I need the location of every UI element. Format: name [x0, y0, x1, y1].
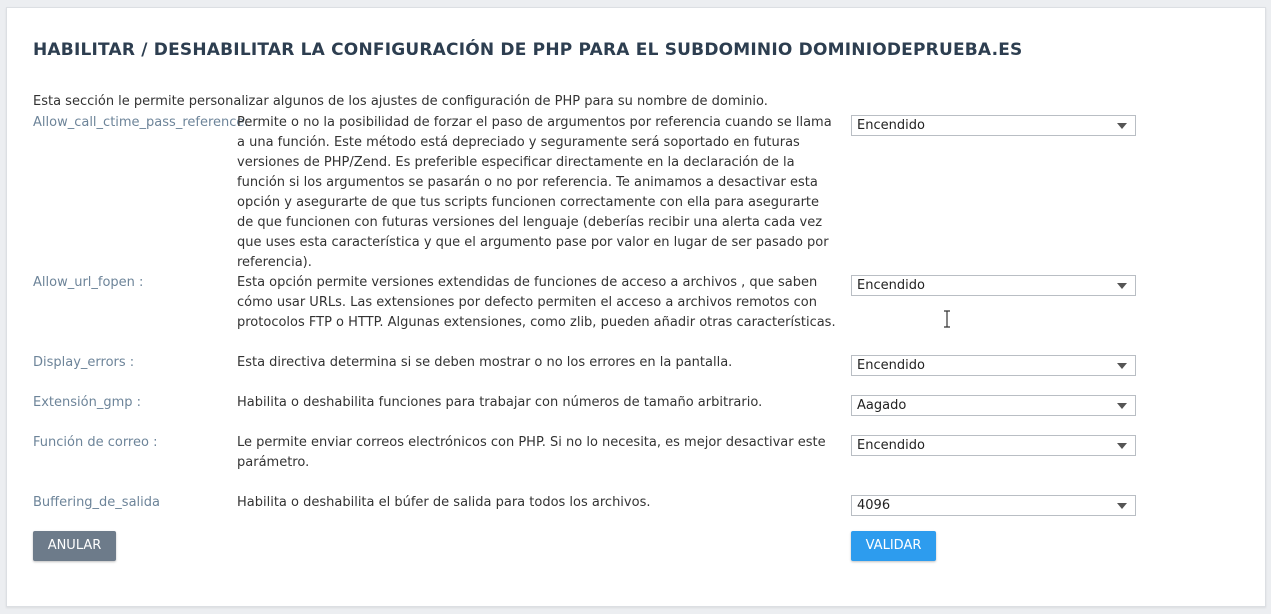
- select-value: Encendido: [857, 358, 925, 373]
- setting-description: Permite o no la posibilidad de forzar el paso de argumentos por referencia cuando se llama a una función. Este método está depreciado y seguramente será soportado en futuras versiones de PHP/Zend. Es preferible especificar directamente en la declaración de la función si los argumentos se pasarán o no por referencia. Te animamos a desactivar esta opción y asegurarte de que tus scripts funcionen correctamente con ella para asegurarte de que funcionen con futuras versiones del lenguaje (deberías recibir una alerta cada vez que uses esta característica y que el argumento pase por valor en lugar de ser pasado por referencia).: [237, 115, 832, 270]
- chevron-down-icon: [1117, 443, 1127, 449]
- setting-description: Habilita o deshabilita funciones para trabajar con números de tamaño arbitrario.: [237, 395, 763, 410]
- setting-description: Le permite enviar correos electrónicos con PHP. Si no lo necesita, es mejor desactivar este parámetro.: [237, 435, 826, 470]
- setting-select-mail-function[interactable]: [851, 435, 1136, 456]
- page-title: HABILITAR / DESHABILITAR LA CONFIGURACIÓN DE PHP PARA EL SUBDOMINIO DOMINIODEPRUEBA.ES: [33, 40, 1023, 60]
- setting-label: Buffering_de_salida: [33, 495, 160, 510]
- select-value: 4096: [857, 498, 891, 513]
- setting-label: Allow_call_ctime_pass_reference:: [33, 115, 249, 130]
- text-cursor-icon: [943, 310, 951, 328]
- chevron-down-icon: [1117, 503, 1127, 509]
- setting-select-allow-url-fopen[interactable]: [851, 275, 1136, 296]
- setting-description: Esta directiva determina si se deben mostrar o no los errores en la pantalla.: [237, 355, 733, 370]
- setting-select-output-buffering[interactable]: [851, 495, 1136, 516]
- select-value: Aagado: [857, 398, 907, 413]
- setting-label: Display_errors :: [33, 355, 135, 370]
- setting-select-allow-call-time-pass-reference[interactable]: [851, 115, 1136, 136]
- cancel-button[interactable]: ANULAR: [33, 531, 116, 561]
- setting-select-extension-gmp[interactable]: [851, 395, 1136, 416]
- setting-description: Habilita o deshabilita el búfer de salida para todos los archivos.: [237, 495, 651, 510]
- setting-description: Esta opción permite versiones extendidas de funciones de acceso a archivos , que saben cómo usar URLs. Las extensiones por defecto permiten el acceso a archivos remotos con protocolos FTP o HTTP. Algunas extensiones, como zlib, pueden añadir otras características.: [237, 275, 836, 330]
- php-settings-panel: [6, 7, 1266, 607]
- chevron-down-icon: [1117, 403, 1127, 409]
- select-value: Encendido: [857, 278, 925, 293]
- setting-select-display-errors[interactable]: [851, 355, 1136, 376]
- setting-label: Allow_url_fopen :: [33, 275, 144, 290]
- select-value: Encendido: [857, 118, 925, 133]
- chevron-down-icon: [1117, 123, 1127, 129]
- setting-label: Función de correo :: [33, 435, 158, 450]
- chevron-down-icon: [1117, 363, 1127, 369]
- select-value: Encendido: [857, 438, 925, 453]
- submit-button[interactable]: VALIDAR: [851, 531, 936, 561]
- intro-text: Esta sección le permite personalizar algunos de los ajustes de configuración de PHP para su nombre de dominio.: [33, 94, 768, 109]
- setting-label: Extensión_gmp :: [33, 395, 141, 410]
- chevron-down-icon: [1117, 283, 1127, 289]
